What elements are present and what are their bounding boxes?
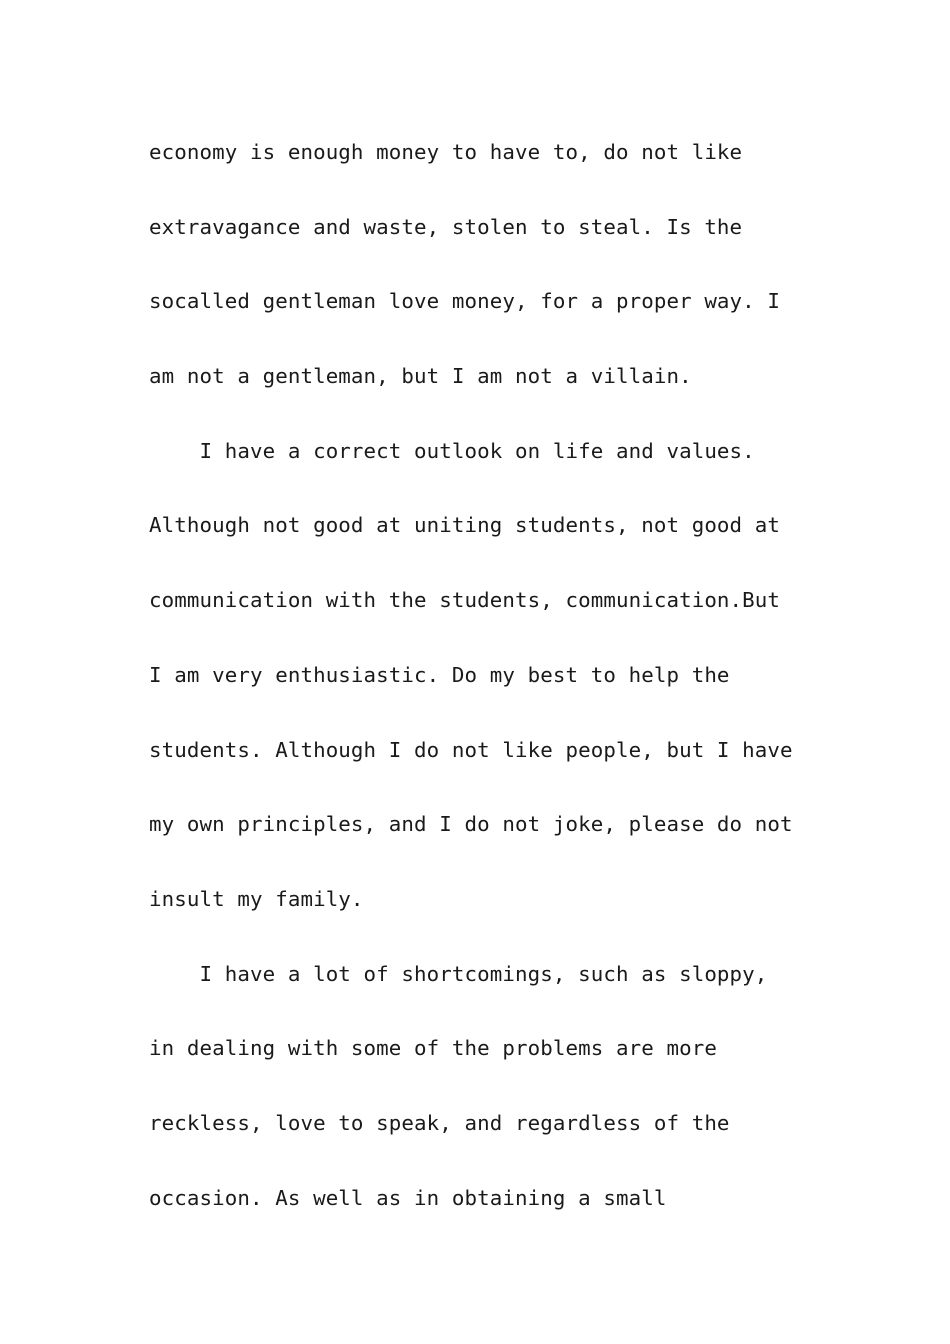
document-body — [149, 133, 809, 1253]
text-line: students. Although I do not like people, but I have — [149, 737, 793, 762]
text-line: am not a gentleman, but I am not a villain. — [149, 364, 692, 389]
text-line: I have a lot of shortcomings, such as sloppy, — [149, 961, 768, 986]
text-line: economy is enough money to have to, do not like — [149, 140, 743, 164]
text-line: communication with the students, communication.But — [149, 588, 781, 613]
text-line: occasion. As well as in obtaining a small — [149, 1185, 667, 1210]
text-line: Although not good at uniting students, not good at — [149, 513, 781, 538]
text-line: my own principles, and I do not joke, please do not — [149, 812, 793, 837]
text-line: in dealing with some of the problems are more — [149, 1036, 717, 1061]
text-line: socalled gentleman love money, for a proper way. I — [149, 289, 781, 314]
text-line: insult my family. — [149, 886, 364, 911]
text-line: reckless, love to speak, and regardless of the — [149, 1110, 730, 1135]
text-line: I have a correct outlook on life and values. — [149, 438, 755, 463]
text-line: extravagance and waste, stolen to steal. Is the — [149, 214, 743, 239]
text-line: I am very enthusiastic. Do my best to help the — [149, 662, 730, 687]
